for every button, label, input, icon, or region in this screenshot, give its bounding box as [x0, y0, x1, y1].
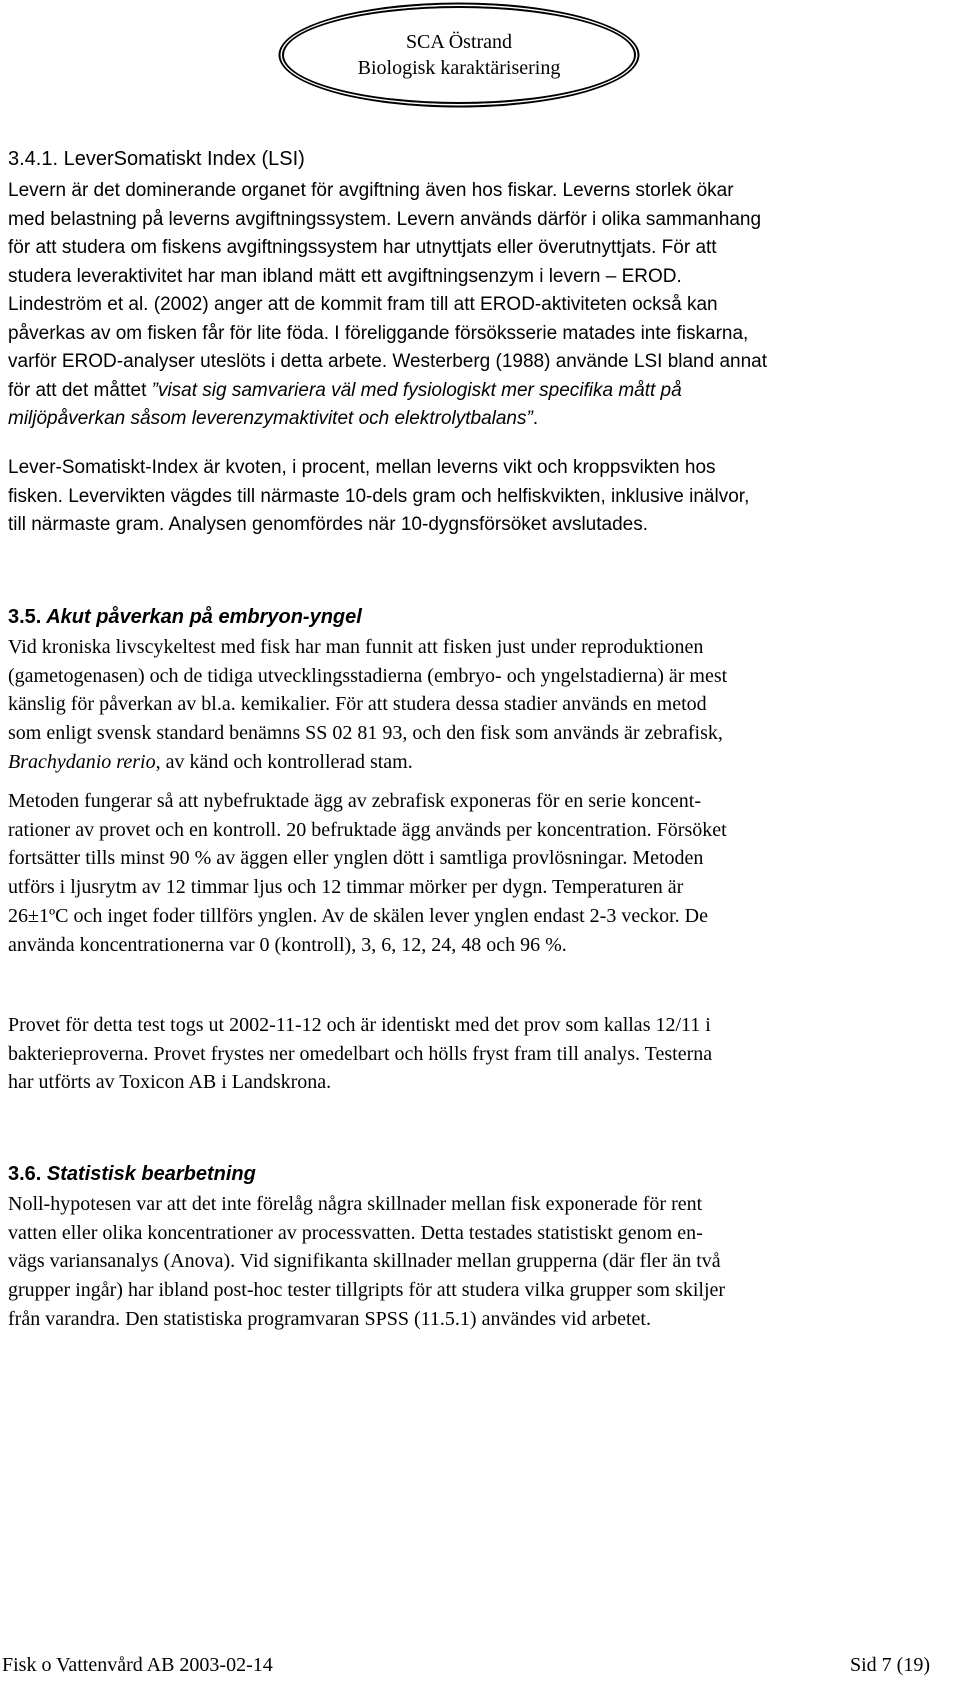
text-line: från varandra. Den statistiska programvaran SPSS (11.5.1) användes vid arbetet. [8, 1307, 651, 1330]
species-name: Brachydanio rerio [8, 750, 156, 773]
lsi-paragraph-2 [8, 454, 938, 540]
section-number: 3.5. [8, 606, 42, 628]
quote-text: miljöpåverkan såsom leverenzymaktivitet och elektrolytbalans” [8, 408, 533, 429]
text-line: som enligt svensk standard benämns SS 02 81 93, och den fisk som används är zebrafisk, [8, 722, 723, 745]
section-3-5-paragraph-3 [8, 1011, 938, 1097]
text-line: studera leveraktivitet har man ibland mätt ett avgiftningsenzym i levern – EROD. [8, 265, 682, 287]
section-3-6-paragraph-1 [8, 1190, 938, 1334]
text-line [8, 377, 938, 406]
text-line: Metoden fungerar så att nybefruktade ägg av zebrafisk exponeras för en serie koncent- [8, 790, 702, 812]
text-line [8, 405, 938, 434]
text-line: bakterieproverna. Provet frystes ner omedelbart och hölls fryst fram till analys. Testerna [8, 1042, 713, 1065]
text-line: med belastning på leverns avgiftningssystem. Levern används därför i olika sammanhang [8, 208, 762, 230]
section-3-5-heading [8, 604, 938, 630]
section-3-5-paragraph-1 [8, 633, 938, 777]
quote-text: ”visat sig samvariera väl med fysiologiskt mer specifika mått på [151, 379, 682, 401]
text-run: för att det måttet [8, 379, 152, 401]
text-line: 26±1ºC och inget foder tillförs ynglen. Av de skälen lever ynglen endast 2-3 veckor. De [8, 904, 708, 927]
footer-left: Fisk o Vattenvård AB 2003-02-14 [2, 1654, 273, 1676]
text-line: använda koncentrationerna var 0 (kontroll), 3, 6, 12, 24, 48 och 96 %. [8, 933, 567, 956]
text-line: (gametogenasen) och de tidiga utvecklingsstadierna (embryo- och yngelstadierna) är mest [8, 664, 728, 687]
text-line: grupper ingår) har ibland post-hoc tester tillgripts för att studera vilka grupper som skiljer [8, 1279, 726, 1302]
text-line: har utförts av Toxicon AB i Landskrona. [8, 1071, 332, 1094]
text-line: Vid kroniska livscykeltest med fisk har man funnit att fisken just under reproduktionen [8, 636, 704, 658]
text-line: Levern är det dominerande organet för avgiftning även hos fiskar. Leverns storlek ökar [8, 180, 734, 201]
section-3-5-paragraph-2 [8, 787, 938, 959]
text-line: vatten eller olika koncentrationer av processvatten. Detta testades statistiskt genom en- [8, 1221, 703, 1244]
lsi-heading-text: 3.4.1. LeverSomatiskt Index (LSI) [8, 148, 305, 170]
text-run: , av känd och kontrollerad stam. [155, 750, 413, 773]
section-title: Akut påverkan på embryon-yngel [46, 606, 362, 628]
text-line: till närmaste gram. Analysen genomfördes när 10-dygnsförsöket avslutades. [8, 514, 648, 535]
text-run: . [532, 408, 539, 429]
text-line: känslig för påverkan av bl.a. kemikalier. För att studera dessa stadier används en metod [8, 693, 707, 716]
header-line-1: SCA Östrand [405, 31, 513, 53]
text-line [8, 748, 938, 777]
text-line: Noll-hypotesen var att det inte förelåg några skillnader mellan fisk exponerade för rent [8, 1193, 703, 1215]
text-line: utförs i ljusrytm av 12 timmar ljus och 12 timmar mörker per dygn. Temperaturen är [8, 876, 684, 899]
text-line: Lindeström et al. (2002) anger att de kommit fram till att EROD-aktiviteten också kan [8, 294, 718, 315]
section-3-6-heading [8, 1161, 938, 1187]
text-line: rationer av provet och en kontroll. 20 befruktade ägg används per koncentration. Försöket [8, 818, 727, 841]
text-line: vägs variansanalys (Anova). Vid signifikanta skillnader mellan grupperna (där fler än två [8, 1250, 721, 1273]
text-line: fortsätter tills minst 90 % av äggen eller ynglen dött i samtliga provlösningar. Metoden [8, 847, 704, 870]
lsi-paragraph-1 [8, 177, 938, 434]
text-line: fisken. Levervikten vägdes till närmaste 10-dels gram och helfiskvikten, inklusive inälvor, [8, 485, 750, 507]
text-line: Lever-Somatiskt-Index är kvoten, i procent, mellan leverns vikt och kroppsvikten hos [8, 457, 716, 478]
text-line: för att studera om fiskens avgiftningssystem har utnyttjats eller överutnyttjats. För att [8, 237, 717, 258]
text-line: påverkas av om fisken får för lite föda. I föreliggande försöksserie matades inte fiskarna, [8, 322, 749, 344]
section-number: 3.6. [8, 1163, 42, 1185]
footer-page-number: Sid 7 (19) [850, 1654, 930, 1676]
header-stamp [282, 6, 636, 104]
text-line: varför EROD-analyser uteslöts i detta arbete. Westerberg (1988) använde LSI bland annat [8, 351, 768, 372]
text-line: Provet för detta test togs ut 2002-11-12 och är identiskt med det prov som kallas 12/11 i [8, 1014, 711, 1036]
lsi-heading [8, 146, 938, 172]
section-title: Statistisk bearbetning [46, 1163, 256, 1185]
header-line-2: Biologisk karaktärisering [357, 57, 561, 79]
